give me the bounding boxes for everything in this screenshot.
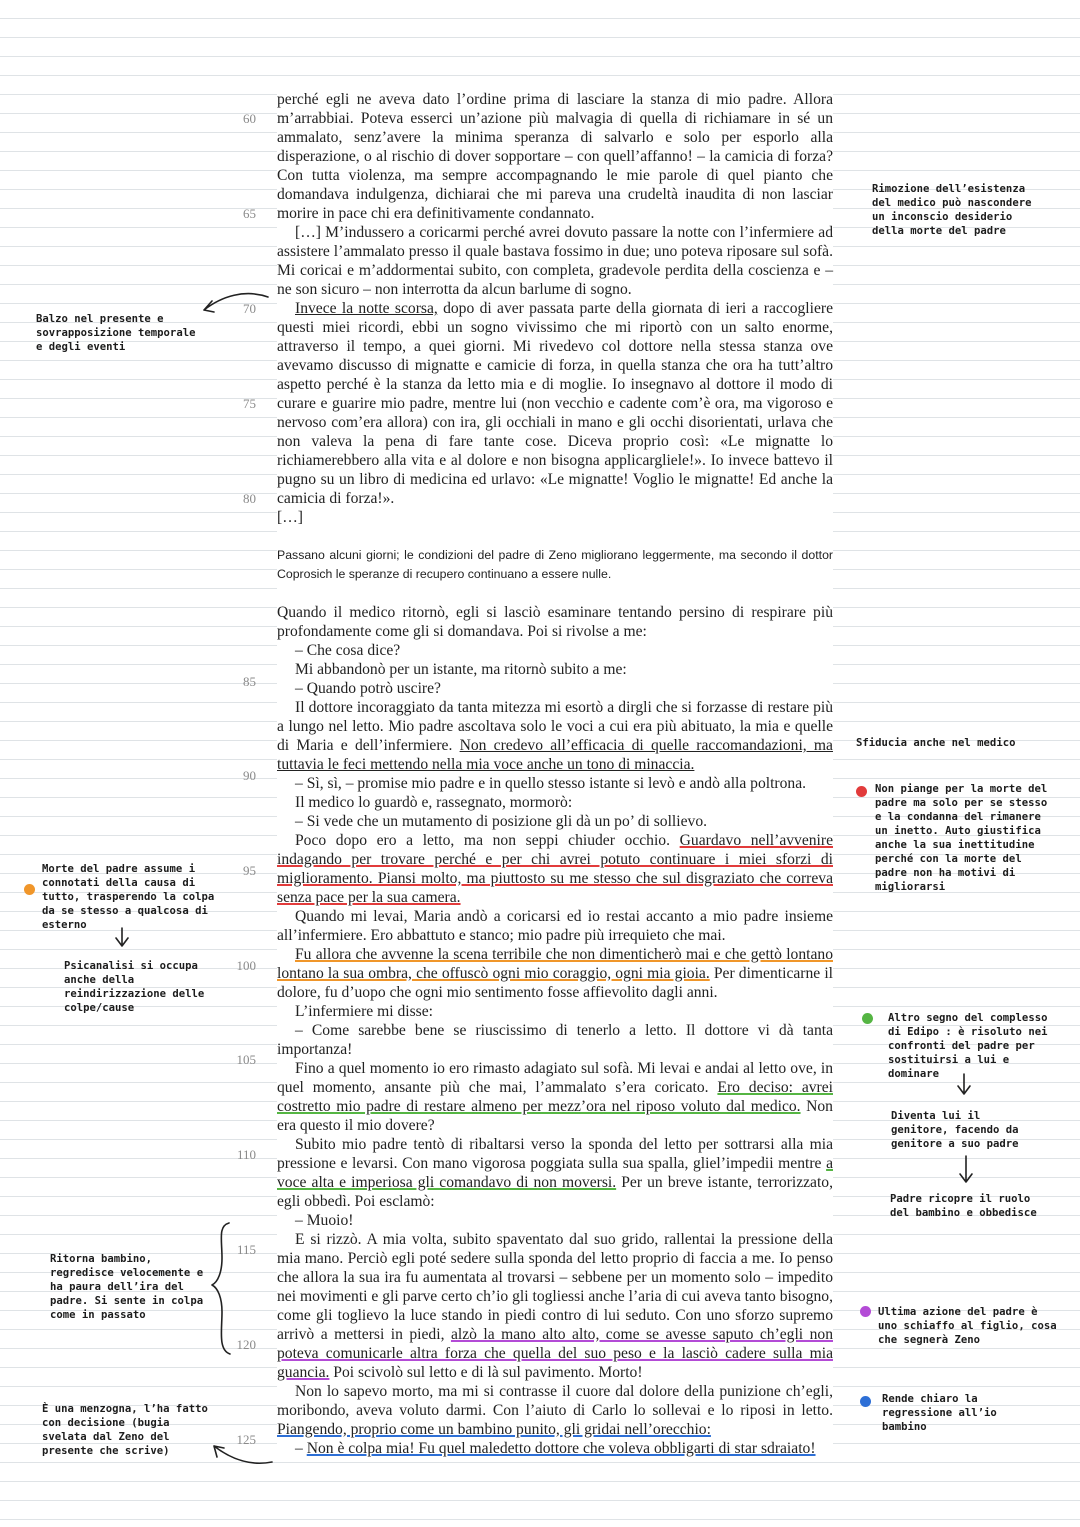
green-highlight: Ero deciso: avrei costretto mio padre di restare almeno per mezz’ora nel riposo voluto dal medico. bbox=[277, 1079, 833, 1115]
note-ritorna: Ritorna bambino, regredisce velocemente e ha paura dell’ira del padre. Si sente in colpa come in passato bbox=[50, 1253, 204, 1321]
paragraph-text: Per dimenticarne il dolore, fu d’uopo che ogni mio sentimento fosse affievolito dagli anni. bbox=[277, 965, 833, 1001]
paragraph-text: Il dottore incoraggiato da tanta mitezza mi esortò a dirgli che si forzasse di restare più a lungo nel letto. Mio padre ascoltava solo le voci a cui era più abituato, la mia e quelle di Maria e dell’infermiere. bbox=[277, 699, 833, 754]
summary-box: Passano alcuni giorni; le condizioni del padre di Zeno migliorano leggermente, ma secondo il dottor Coprosich le speranze di recupero continuano a essere nulle. bbox=[277, 548, 833, 581]
paragraph: – Sì, sì, – promise mio padre e in quello stesso istante si levò e andò alla poltrona. bbox=[295, 775, 807, 792]
dialogue: – Quando potrò uscire? bbox=[295, 680, 441, 697]
note-morte-padre: Morte del padre assume i connotati della causa di tutto, trasperendo la colpa da se stesso a qualcosa di esterno bbox=[42, 863, 215, 931]
dialogue: – Si vede che un mutamento di posizione gli dà un po’ di sollievo. bbox=[295, 813, 708, 830]
note-genitore: Diventa lui il genitore, facendo da genitore a suo padre bbox=[891, 1110, 1019, 1150]
dialogue-dash: – bbox=[295, 1440, 307, 1457]
green-highlight: a voce alta e imperiosa gli comandavo di non moversi. bbox=[277, 1155, 833, 1191]
line-number: 115 bbox=[236, 1242, 256, 1257]
line-number: 85 bbox=[243, 674, 256, 689]
underlined-phrase: Non credevo all’efficacia di quelle raccomandazioni, ma tuttavia le feci mettendo nella mia voce anche un tono di minaccia. bbox=[277, 737, 833, 773]
paragraph: L’infermiere mi disse: bbox=[295, 1003, 433, 1020]
line-number: 90 bbox=[243, 768, 256, 783]
note-balzo: Balzo nel presente e sovrapposizione temporale e degli eventi bbox=[36, 313, 196, 353]
paragraph: Quando mi levai, Maria andò a coricarsi ed io restai accanto a mio padre insieme all’infermiere. Ero abbattuto e stanco; mio padre più irrequieto che mai. bbox=[277, 908, 833, 944]
dialogue: – Come sarebbe bene se riuscissimo di tenerlo a letto. Il dottore vi dà tanta importanza! bbox=[277, 1022, 833, 1058]
paragraph: Quando il medico ritornò, egli si lasciò esaminare tentando persino di respirare più profondamente come gli si domandava. Poi si rivolse a me: bbox=[277, 604, 833, 640]
note-menzogna: È una menzogna, l’ha fatto con decisione (bugia svelata dal Zeno del presente che scrive) bbox=[42, 1403, 208, 1457]
paragraph: […] M’indussero a coricarmi perché avrei dovuto passare la notte con l’infermiere ad assistere l’ammalato presso il quale bastava fossimo in due; uno poteva riposare sul sofà. Mi coricai e m’addormentai subito, con completa, gradevole perdita della coscienza e – ne son sicuro – non interrotta da alcun barlume di sogno. bbox=[277, 224, 833, 298]
paragraph-text: Subito mio padre tentò di ribaltarsi verso la sponda del letto per sottrarsi alla mia pressione e levarsi. Con mano vigorosa poggiata sulla sua spalla, gliel’impedii mentre bbox=[277, 1136, 833, 1172]
paragraph-text: Non era questo il mio dovere? bbox=[277, 1098, 833, 1134]
arrow-down-icon bbox=[960, 1156, 972, 1182]
paragraph-text: Fino a quel momento io ero rimasto adagiato sul sofà. Mi levai e andai al letto ove, in quel momento, ansante più che mai, l’ammalato s’era coricato. bbox=[277, 1060, 833, 1096]
paragraph-text: Non lo sapevo morto, ma mi si contrasse il cuore dal dolore della punizione ch’egli, moribondo, aveva voluto darmi. Con l’aiuto di Carlo lo sollevai e lo riposi in letto. bbox=[277, 1383, 833, 1419]
ellipsis: […] bbox=[277, 509, 303, 526]
arrow-down-icon bbox=[116, 928, 128, 946]
arrow-down-icon bbox=[958, 1074, 970, 1094]
paragraph-text: Poco dopo ero a letto, ma non seppi chiuder occhio. bbox=[295, 832, 680, 849]
dialogue: – Muoio! bbox=[295, 1212, 354, 1229]
note-non-piange: Non piange per la morte del padre ma solo per se stesso e la condanna del rimanere un inetto. Auto giustifica anche la sua inettitudine perché con la morte del padre non ha motivi di migliorarsi bbox=[875, 783, 1048, 893]
line-number: 60 bbox=[243, 111, 256, 126]
line-number: 105 bbox=[236, 1052, 256, 1067]
paragraph: perché egli ne aveva dato l’ordine prima di lasciare la stanza di mio padre. Allora m’arrabbiai. Poteva esserci un’azione più malvagia di quella di richiamare in sé un ammalato, senz’avere la minima speranza di salvarlo e solo per esporlo alla disperazione, o al rischio di dover sopportare – con quell’affanno! – la camicia di forza? Con tutta violenza, ma sempre accompagnando le mie parole di quel pianto che domandava indulgenza, dichiarai che mi pareva una crudeltà inaudita di non lasciar morire in pace chi era definitivamente condannato. bbox=[277, 91, 833, 222]
orange-highlight: Fu allora che avvenne la scena terribile che non dimenticherò mai e che gettò lontano lontano la sua ombra, che offuscò ogni mio coraggio, ogni mia gioia. bbox=[277, 946, 833, 982]
line-number: 125 bbox=[236, 1432, 256, 1447]
blue-highlight: Non è colpa mia! Fu quel maledetto dottore che voleva obbligarti di star sdraiato! bbox=[306, 1440, 816, 1457]
note-padre-ruolo: Padre ricopre il ruolo del bambino e obbedisce bbox=[890, 1193, 1037, 1219]
line-number: 95 bbox=[243, 863, 256, 878]
paragraph-text: E si rizzò. A mia volta, subito spaventato dal suo grido, rallentai la pressione della mia mano. Perciò egli poté sedere sulla sponda del letto proprio di faccia a me. Io penso che allora la sua ira fu aumentata al trovarsi – sebbene per un momento solo – impedito nei movimenti e gli parve certo ch’io gli togliessi anche l’aria di cui aveva tanto bisogno, come gli toglievo la luce stando in piedi contro di lui seduto. Con uno sforzo supremo arrivò a mettersi in piedi, bbox=[277, 1231, 834, 1343]
arrow-to-balzo-icon bbox=[204, 294, 268, 312]
underlined-phrase: Invece la notte scorsa, bbox=[295, 300, 438, 317]
note-rimozione: Rimozione dell’esistenza del medico può nascondere un inconscio desiderio della morte del padre bbox=[872, 183, 1032, 237]
paragraph-text: Per un breve istante, terrorizzato, egli obbedì. Poi esclamò: bbox=[277, 1174, 833, 1210]
line-number: 100 bbox=[236, 958, 256, 973]
paragraph: Il medico lo guardò e, rassegnato, mormorò: bbox=[295, 794, 573, 811]
dialogue: – Che cosa dice? bbox=[295, 642, 401, 659]
note-psicanalisi: Psicanalisi si occupa anche della reindirizzazione delle colpe/cause bbox=[64, 960, 205, 1014]
note-edipo: Altro segno del complesso di Edipo : è risoluto nei confronti del padre per sostituirsi a lui e dominare bbox=[888, 1012, 1048, 1080]
purple-highlight: alzò la mano alto alto, come se avesse saputo ch’egli non poteva comunicarle altra forza che quella del suo peso e la lasciò cadere sulla mia guancia. bbox=[277, 1326, 833, 1381]
line-number: 80 bbox=[243, 491, 256, 506]
paragraph-text: Poi scivolò sul letto e di là sul pavimento. Morto! bbox=[329, 1364, 643, 1381]
line-number: 120 bbox=[236, 1337, 256, 1352]
paragraph-text: dopo di aver passata parte della giornata di ieri a raccogliere questi miei ricordi, ebbi un sogno vivissimo che mi riportò con un salto enorme, attraverso il tempo, a quei giorni. Mi rivedevo col dottore nella stessa stanza ove avevamo discusso di mignatte e camicie di forza, in quella stanza che ora ha tutt’altro aspetto perché è la stanza da letto mia e di moglie. Io insegnavo al dottore il modo di curare e guarire mio padre, mentre lui (non vecchio e cadente com’è ora, ma vigoroso e nervoso com’era allora) con ira, gli occhiali in mano e gli occhi disorientati, urlava che non valeva la pena di fare tante cose. Diceva proprio così: «Le mignatte lo richiamerebbero alla vita e al dolore e non bisogna applicargliele!». Io invece battevo il pugno su un libro di medicina ed urlavo: «Le mignatte! Voglio le mignatte! Ed anche la camicia di forza!». bbox=[277, 300, 834, 507]
blue-highlight: Piangendo, proprio come un bambino punito, gli gridai nell’orecchio: bbox=[277, 1421, 711, 1438]
curly-brace-icon bbox=[212, 1223, 230, 1354]
note-sfiducia: Sfiducia anche nel medico bbox=[856, 737, 1016, 749]
red-highlight: Guardavo nell’avvenire indagando per trovare perché e per chi avrei potuto continuare i miei sforzi di miglioramento. Piansi molto, ma piuttosto su me stesso che sul disgraziato che correva senza pace per la sua camera. bbox=[277, 832, 834, 906]
line-number: 75 bbox=[243, 396, 256, 411]
line-number: 110 bbox=[236, 1147, 256, 1162]
line-number: 70 bbox=[243, 301, 256, 316]
line-number: 65 bbox=[243, 206, 256, 221]
paragraph: Mi abbandonò per un istante, ma ritornò subito a me: bbox=[295, 661, 627, 678]
arrow-to-menzogna-icon bbox=[214, 1446, 272, 1463]
note-regressione: Rende chiaro la regressione all’io bambino bbox=[882, 1393, 997, 1433]
note-ultima: Ultima azione del padre è uno schiaffo al figlio, cosa che segnerà Zeno bbox=[878, 1306, 1057, 1346]
